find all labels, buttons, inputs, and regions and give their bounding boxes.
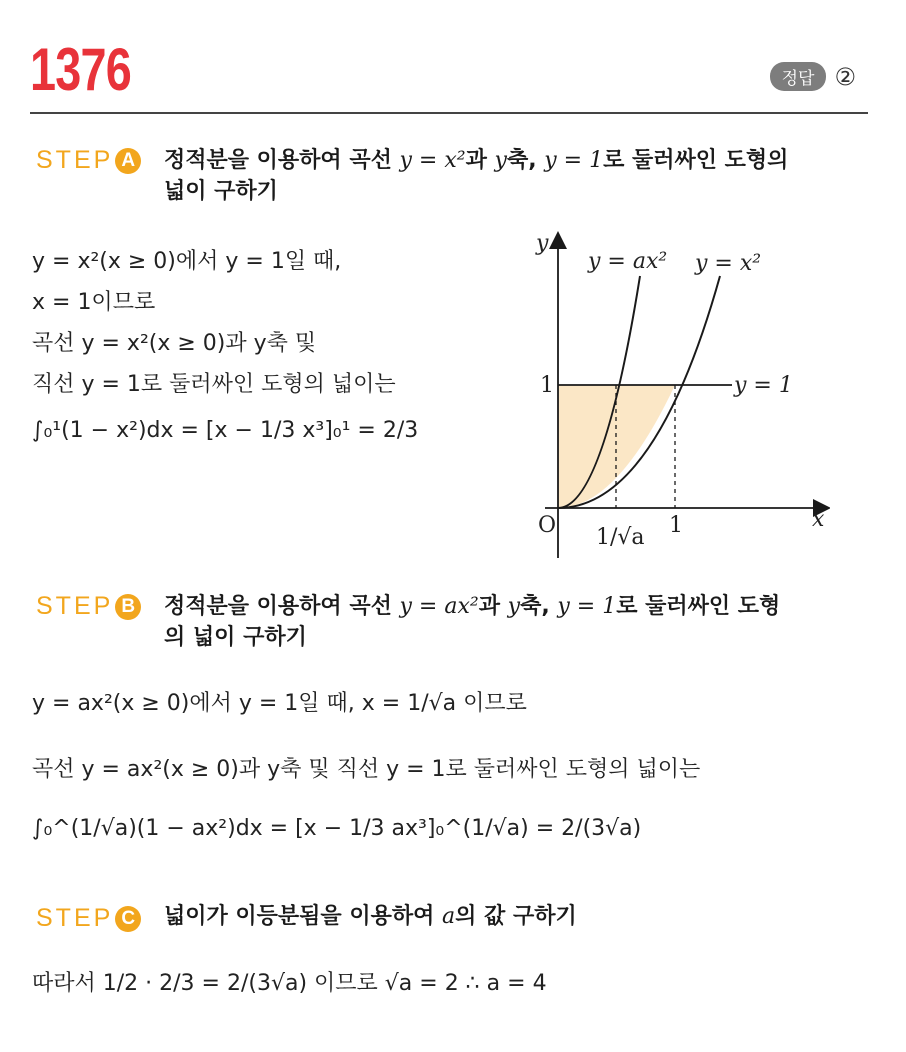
title-math: y — [494, 148, 507, 173]
title-text: 넓이가 이등분됨을 이용하여 — [164, 904, 443, 929]
step-b-marker — [36, 592, 141, 621]
step-a-integral: ∫₀¹(1 − x²)dx = [x − 1/3 x³]₀¹ = 2/3 — [32, 418, 419, 443]
title-text: 과 — [478, 594, 508, 619]
curve-b-label: y = x² — [695, 251, 762, 276]
curve-a-label: y = ax² — [588, 249, 668, 274]
title-text: 축, — [520, 594, 558, 619]
title-text: 로 둘러싸인 도형 — [616, 594, 781, 619]
answer-badge: 정답 — [770, 62, 827, 91]
title-math: y = ax² — [399, 594, 479, 619]
title-text: 과 — [465, 148, 495, 173]
title-text: 축, — [506, 148, 545, 173]
step-b-title — [164, 592, 780, 654]
step-a-line-4: 직선 y = 1로 둘러싸인 도형의 넓이는 — [32, 372, 396, 397]
origin-label: O — [538, 513, 557, 538]
answer-value: ② — [834, 62, 856, 91]
title-text: 로 둘러싸인 도형의 — [603, 148, 789, 173]
step-letter-c: C — [115, 906, 141, 932]
step-a-line-3: 곡선 y = x²(x ≥ 0)과 y축 및 — [32, 331, 317, 356]
title-text: 정적분을 이용하여 곡선 — [164, 594, 400, 619]
answer-box — [770, 62, 856, 91]
x-axis-label: x — [812, 507, 825, 532]
step-b-integral: ∫₀^(1/√a)(1 − ax²)dx = [x − 1/3 ax³]₀^(1/√a) = 2/(3√a) — [32, 816, 642, 841]
title-text: 정적분을 이용하여 곡선 — [164, 148, 400, 173]
title-math: y = x² — [399, 148, 466, 173]
step-a-line-2: x = 1이므로 — [32, 290, 156, 315]
step-c-title — [164, 902, 577, 933]
title-math: a — [442, 904, 456, 929]
step-a-marker — [36, 146, 141, 175]
tick-x2-label: 1 — [669, 513, 683, 538]
step-letter-b: B — [115, 594, 141, 620]
area-graph — [500, 228, 830, 578]
step-b-line-2: 곡선 y = ax²(x ≥ 0)과 y축 및 직선 y = 1로 둘러싸인 도형의 넓이는 — [32, 757, 701, 782]
problem-number: 1376 — [30, 36, 131, 103]
header-divider — [30, 112, 868, 114]
title-math: y = 1 — [557, 594, 617, 619]
step-word: STEP — [36, 592, 114, 620]
title-math: y — [507, 594, 521, 619]
step-a-line-1: y = x²(x ≥ 0)에서 y = 1일 때, — [32, 249, 342, 274]
step-b-title-line2: 의 넓이 구하기 — [164, 624, 307, 650]
step-a-title-line2: 넓이 구하기 — [164, 178, 278, 204]
tick-x1-label: 1/√a — [596, 525, 645, 550]
step-a-title — [164, 146, 788, 208]
step-letter-a: A — [115, 148, 141, 174]
y-axis-label: y — [536, 231, 549, 256]
step-word: STEP — [36, 146, 114, 174]
step-c-marker — [36, 904, 141, 933]
title-math: y = 1 — [544, 148, 604, 173]
title-text: 의 값 구하기 — [455, 904, 577, 929]
step-c-line-1: 따라서 1/2 · 2/3 = 2/(3√a) 이므로 √a = 2 ∴ a = 4 — [32, 971, 547, 996]
step-b-line-1: y = ax²(x ≥ 0)에서 y = 1일 때, x = 1/√a 이므로 — [32, 691, 527, 716]
step-word: STEP — [36, 904, 114, 932]
line-label: y = 1 — [734, 373, 793, 398]
tick-y-label: 1 — [540, 373, 554, 398]
